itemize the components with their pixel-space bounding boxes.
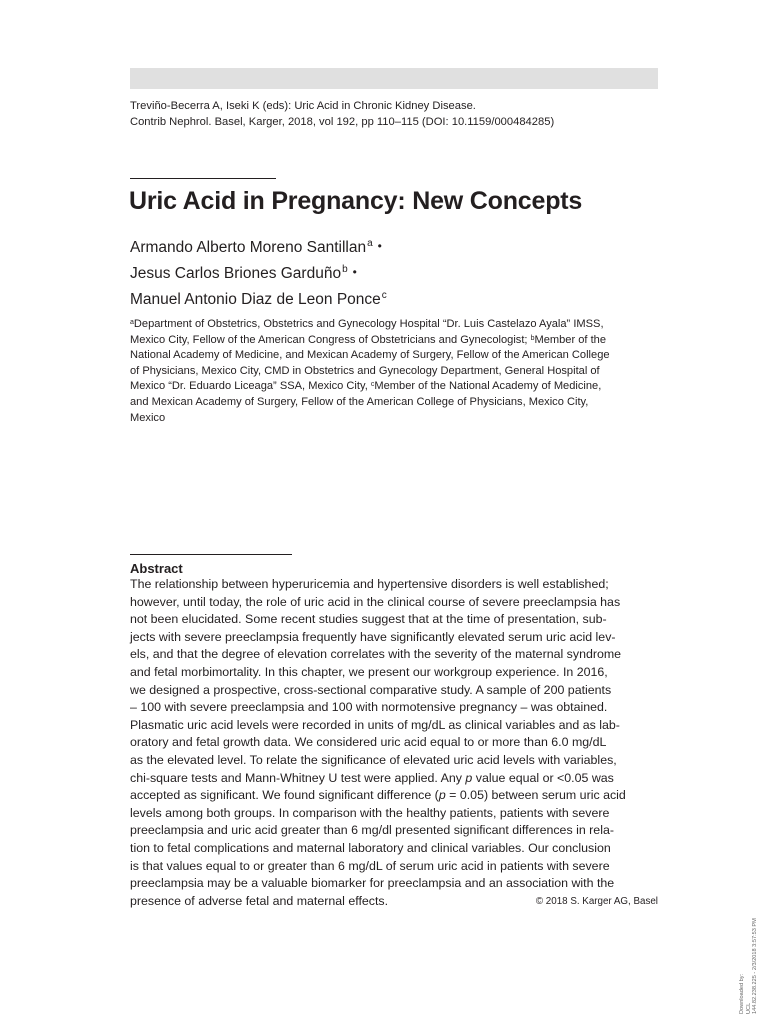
abstract-line-text: not been elucidated. Some recent studies suggest that at the time of presentation, sub- [130, 612, 607, 627]
affiliation-text: Mexico City, Fellow of the American Congress of Obstetricians and Gynecologist; [130, 333, 531, 346]
author-affiliation-mark: c [381, 290, 387, 301]
abstract-line-text: however, until today, the role of uric acid in the clinical course of severe preeclampsia has [130, 594, 621, 609]
header-bar [130, 68, 658, 89]
abstract-line-text: we designed a prospective, cross-sectional comparative study. A sample of 200 patients [130, 682, 612, 697]
abstract-line-text: preeclampsia and uric acid greater than 6 mg/dl presented significant differences in rela- [130, 823, 614, 838]
abstract-text: chi-square tests and Mann-Whitney U test were applied. Any [130, 770, 466, 785]
abstract-line [130, 611, 660, 629]
abstract-line-text: – 100 with severe preeclampsia and 100 with normotensive pregnancy – was obtained. [130, 700, 608, 715]
abstract-body [130, 576, 660, 910]
affiliation-text: Mexico “Dr. Eduardo Liceaga” SSA, Mexico City, [130, 380, 371, 393]
author [130, 286, 392, 312]
affiliation-mark: a [130, 319, 134, 326]
author-affiliation-mark: b [342, 264, 348, 275]
abstract-line-text: is that values equal to or greater than 6 mg/dL of serum uric acid in patients with severe [130, 858, 610, 873]
abstract-line [130, 875, 660, 893]
abstract-line [130, 858, 660, 876]
author-name: Jesus Carlos Briones Garduño [130, 265, 342, 282]
abstract-text: value equal or <0.05 was [472, 770, 614, 785]
affiliation-line [130, 333, 660, 349]
abstract-line [130, 805, 660, 823]
affiliation-text: Member of the [534, 333, 607, 346]
abstract-line-text [130, 770, 614, 788]
abstract-line [130, 699, 660, 717]
affiliation-mark: b [530, 334, 535, 342]
author-affiliation-mark: a [367, 238, 373, 249]
affiliations [130, 317, 660, 426]
affiliation-line [130, 317, 660, 333]
abstract-line-text: oratory and fetal growth data. We considered uric acid equal to or more than 6.0 mg/dL [130, 735, 607, 750]
abstract-line [130, 734, 660, 752]
abstract-line [130, 594, 660, 612]
copyright: © 2018 S. Karger AG, Basel [535, 895, 658, 907]
citation-line-1: Treviño-Becerra A, Iseki K (eds): Uric Acid in Chronic Kidney Disease. [130, 100, 476, 112]
abstract-text: accepted as significant. We found significant difference ( [130, 788, 439, 803]
abstract-heading: Abstract [130, 561, 183, 576]
download-note-line: UCL [745, 1002, 752, 1014]
abstract-text: = 0.05) between serum uric acid [445, 788, 626, 803]
author-list [130, 234, 392, 312]
abstract-line-text: as the elevated level. To relate the significance of elevated uric acid levels with variables, [130, 752, 617, 767]
affiliation-line: National Academy of Medicine, and Mexican Academy of Surgery, Fellow of the American College [130, 349, 610, 362]
abstract-line-text: preeclampsia may be a valuable biomarker for preeclampsia and an association with the [130, 876, 615, 891]
citation [130, 98, 670, 130]
author-name: Manuel Antonio Diaz de Leon Ponce [130, 291, 381, 308]
abstract-line [130, 840, 660, 858]
abstract-line-text: presence of adverse fetal and maternal effects. [130, 893, 389, 908]
title-rule [130, 178, 276, 179]
abstract-line [130, 717, 660, 735]
affiliation-text: Department of Obstetrics, Obstetrics and Gynecology Hospital “Dr. Luis Castelazo Ayala” IMSS, [133, 318, 604, 330]
abstract-line-text: The relationship between hyperuricemia and hypertensive disorders is well established; [130, 577, 609, 591]
abstract-line [130, 576, 660, 594]
abstract-line [130, 664, 660, 682]
abstract-lines-before [130, 576, 660, 770]
abstract-line-text: els, and that the degree of elevation correlates with the severity of the maternal syndrome [130, 647, 622, 662]
abstract-line-text: Plasmatic uric acid levels were recorded in units of mg/dL as clinical variables and as lab- [130, 717, 620, 732]
abstract-line [130, 752, 660, 770]
citation-line-2: Contrib Nephrol. Basel, Karger, 2018, vol 192, pp 110–115 (DOI: 10.1159/000484285) [130, 116, 555, 128]
abstract-line-text: tion to fetal complications and maternal laboratory and clinical variables. Our conclusion [130, 840, 611, 855]
abstract-line-text: and fetal morbimortality. In this chapter, we present our workgroup experience. In 2016, [130, 664, 608, 679]
abstract-line [130, 629, 660, 647]
abstract-line [130, 822, 660, 840]
p-symbol: p [438, 788, 446, 803]
affiliation-line: and Mexican Academy of Surgery, Fellow of the American College of Physicians, Mexico City, [130, 395, 589, 408]
affiliation-mark: c [370, 381, 375, 389]
abstract-line [130, 770, 660, 788]
abstract-line [130, 787, 660, 805]
download-note-line: 144.82.238.225 - 2/3/2018 3:57:53 PM [752, 918, 758, 1014]
author-separator: • [377, 239, 382, 253]
author-name: Armando Alberto Moreno Santillan [130, 239, 367, 256]
abstract-line-text: levels among both groups. In comparison with the healthy patients, patients with severe [130, 805, 610, 820]
download-note [739, 918, 759, 1014]
abstract-lines-after [130, 805, 660, 893]
p-symbol: p [465, 770, 473, 785]
abstract-rule [130, 554, 292, 555]
affiliation-line: Mexico [130, 411, 166, 424]
author [130, 234, 392, 260]
abstract-line-text: jects with severe preeclampsia frequently have significantly elevated serum uric acid lev- [130, 629, 616, 644]
abstract-line [130, 682, 660, 700]
abstract-line [130, 646, 660, 664]
affiliation-line [130, 379, 660, 395]
author-separator: • [352, 265, 357, 279]
page-title: Uric Acid in Pregnancy: New Concepts [129, 187, 583, 215]
affiliation-text: Member of the National Academy of Medicine, [374, 380, 602, 393]
download-note-line: Downloaded by: [739, 973, 745, 1014]
abstract-line-text [130, 787, 626, 805]
abstract-last-line [130, 893, 660, 911]
author [130, 260, 392, 286]
affiliation-line: of Physicians, Mexico City, CMD in Obstetrics and Gynecology Department, General Hospital of [130, 364, 600, 377]
